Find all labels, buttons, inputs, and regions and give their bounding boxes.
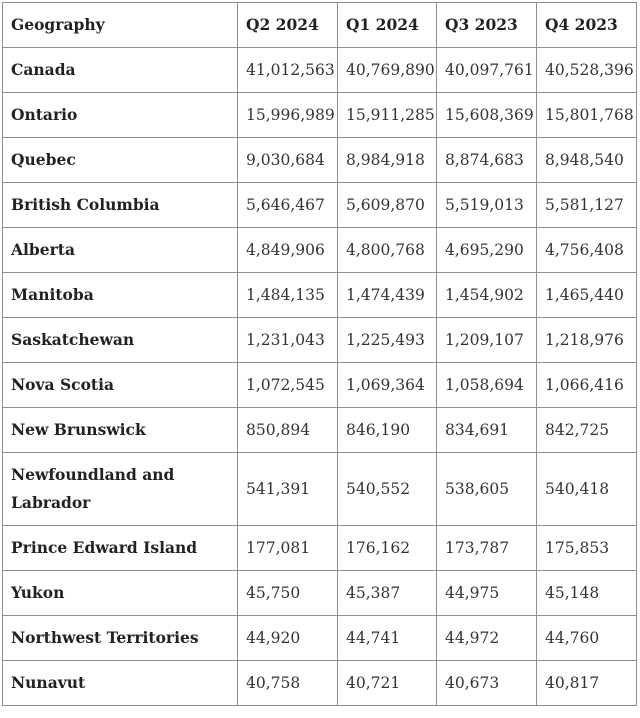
value-cell: 1,231,043: [238, 318, 338, 363]
value-cell: 1,225,493: [338, 318, 437, 363]
geography-cell: British Columbia: [3, 183, 238, 228]
value-cell: 176,162: [338, 526, 437, 571]
value-cell: 5,519,013: [437, 183, 537, 228]
value-cell: 44,920: [238, 616, 338, 661]
header-q1-2024: Q1 2024: [338, 3, 437, 48]
geography-cell: Nova Scotia: [3, 363, 238, 408]
value-cell: 177,081: [238, 526, 338, 571]
value-cell: 8,984,918: [338, 138, 437, 183]
table-row: [3, 408, 637, 453]
table-row: [3, 363, 637, 408]
value-cell: 40,528,396: [537, 48, 637, 93]
header-row: [3, 3, 637, 48]
geography-cell: New Brunswick: [3, 408, 238, 453]
value-cell: 175,853: [537, 526, 637, 571]
value-cell: 44,741: [338, 616, 437, 661]
value-cell: 1,072,545: [238, 363, 338, 408]
geography-cell: Saskatchewan: [3, 318, 238, 363]
value-cell: 15,801,768: [537, 93, 637, 138]
geography-cell: Quebec: [3, 138, 238, 183]
value-cell: 1,069,364: [338, 363, 437, 408]
geography-cell: Alberta: [3, 228, 238, 273]
value-cell: 1,474,439: [338, 273, 437, 318]
value-cell: 1,484,135: [238, 273, 338, 318]
value-cell: 40,769,890: [338, 48, 437, 93]
value-cell: 1,218,976: [537, 318, 637, 363]
value-cell: 5,581,127: [537, 183, 637, 228]
value-cell: 850,894: [238, 408, 338, 453]
value-cell: 1,465,440: [537, 273, 637, 318]
value-cell: 5,646,467: [238, 183, 338, 228]
population-table: [2, 2, 637, 706]
table-row: [3, 183, 637, 228]
value-cell: 40,673: [437, 661, 537, 706]
geography-cell: Canada: [3, 48, 238, 93]
value-cell: 1,066,416: [537, 363, 637, 408]
geography-cell: Prince Edward Island: [3, 526, 238, 571]
table-row: [3, 138, 637, 183]
value-cell: 45,750: [238, 571, 338, 616]
value-cell: 541,391: [238, 453, 338, 526]
value-cell: 1,454,902: [437, 273, 537, 318]
value-cell: 842,725: [537, 408, 637, 453]
value-cell: 834,691: [437, 408, 537, 453]
value-cell: 44,975: [437, 571, 537, 616]
value-cell: 5,609,870: [338, 183, 437, 228]
table-row: [3, 453, 637, 526]
table-row: [3, 571, 637, 616]
table-row: [3, 228, 637, 273]
value-cell: 40,097,761: [437, 48, 537, 93]
value-cell: 173,787: [437, 526, 537, 571]
table-row: [3, 616, 637, 661]
value-cell: 8,948,540: [537, 138, 637, 183]
header-q2-2024: Q2 2024: [238, 3, 338, 48]
value-cell: 40,817: [537, 661, 637, 706]
value-cell: 15,608,369: [437, 93, 537, 138]
geography-cell: Ontario: [3, 93, 238, 138]
value-cell: 44,760: [537, 616, 637, 661]
value-cell: 4,800,768: [338, 228, 437, 273]
value-cell: 540,418: [537, 453, 637, 526]
geography-cell: Yukon: [3, 571, 238, 616]
table-row: [3, 93, 637, 138]
value-cell: 4,695,290: [437, 228, 537, 273]
geography-cell: Nunavut: [3, 661, 238, 706]
geography-cell: Manitoba: [3, 273, 238, 318]
value-cell: 45,387: [338, 571, 437, 616]
value-cell: 846,190: [338, 408, 437, 453]
value-cell: 40,721: [338, 661, 437, 706]
value-cell: 15,996,989: [238, 93, 338, 138]
header-geography: Geography: [3, 3, 238, 48]
geography-cell: Newfoundland and Labrador: [3, 453, 238, 526]
table-row: [3, 526, 637, 571]
value-cell: 41,012,563: [238, 48, 338, 93]
table-row: [3, 48, 637, 93]
value-cell: 9,030,684: [238, 138, 338, 183]
value-cell: 1,209,107: [437, 318, 537, 363]
value-cell: 540,552: [338, 453, 437, 526]
header-q4-2023: Q4 2023: [537, 3, 637, 48]
value-cell: 4,849,906: [238, 228, 338, 273]
value-cell: 45,148: [537, 571, 637, 616]
value-cell: 15,911,285: [338, 93, 437, 138]
value-cell: 44,972: [437, 616, 537, 661]
table-row: [3, 661, 637, 706]
value-cell: 4,756,408: [537, 228, 637, 273]
table-row: [3, 273, 637, 318]
geography-cell: Northwest Territories: [3, 616, 238, 661]
table-row: [3, 318, 637, 363]
value-cell: 8,874,683: [437, 138, 537, 183]
value-cell: 40,758: [238, 661, 338, 706]
value-cell: 1,058,694: [437, 363, 537, 408]
header-q3-2023: Q3 2023: [437, 3, 537, 48]
value-cell: 538,605: [437, 453, 537, 526]
